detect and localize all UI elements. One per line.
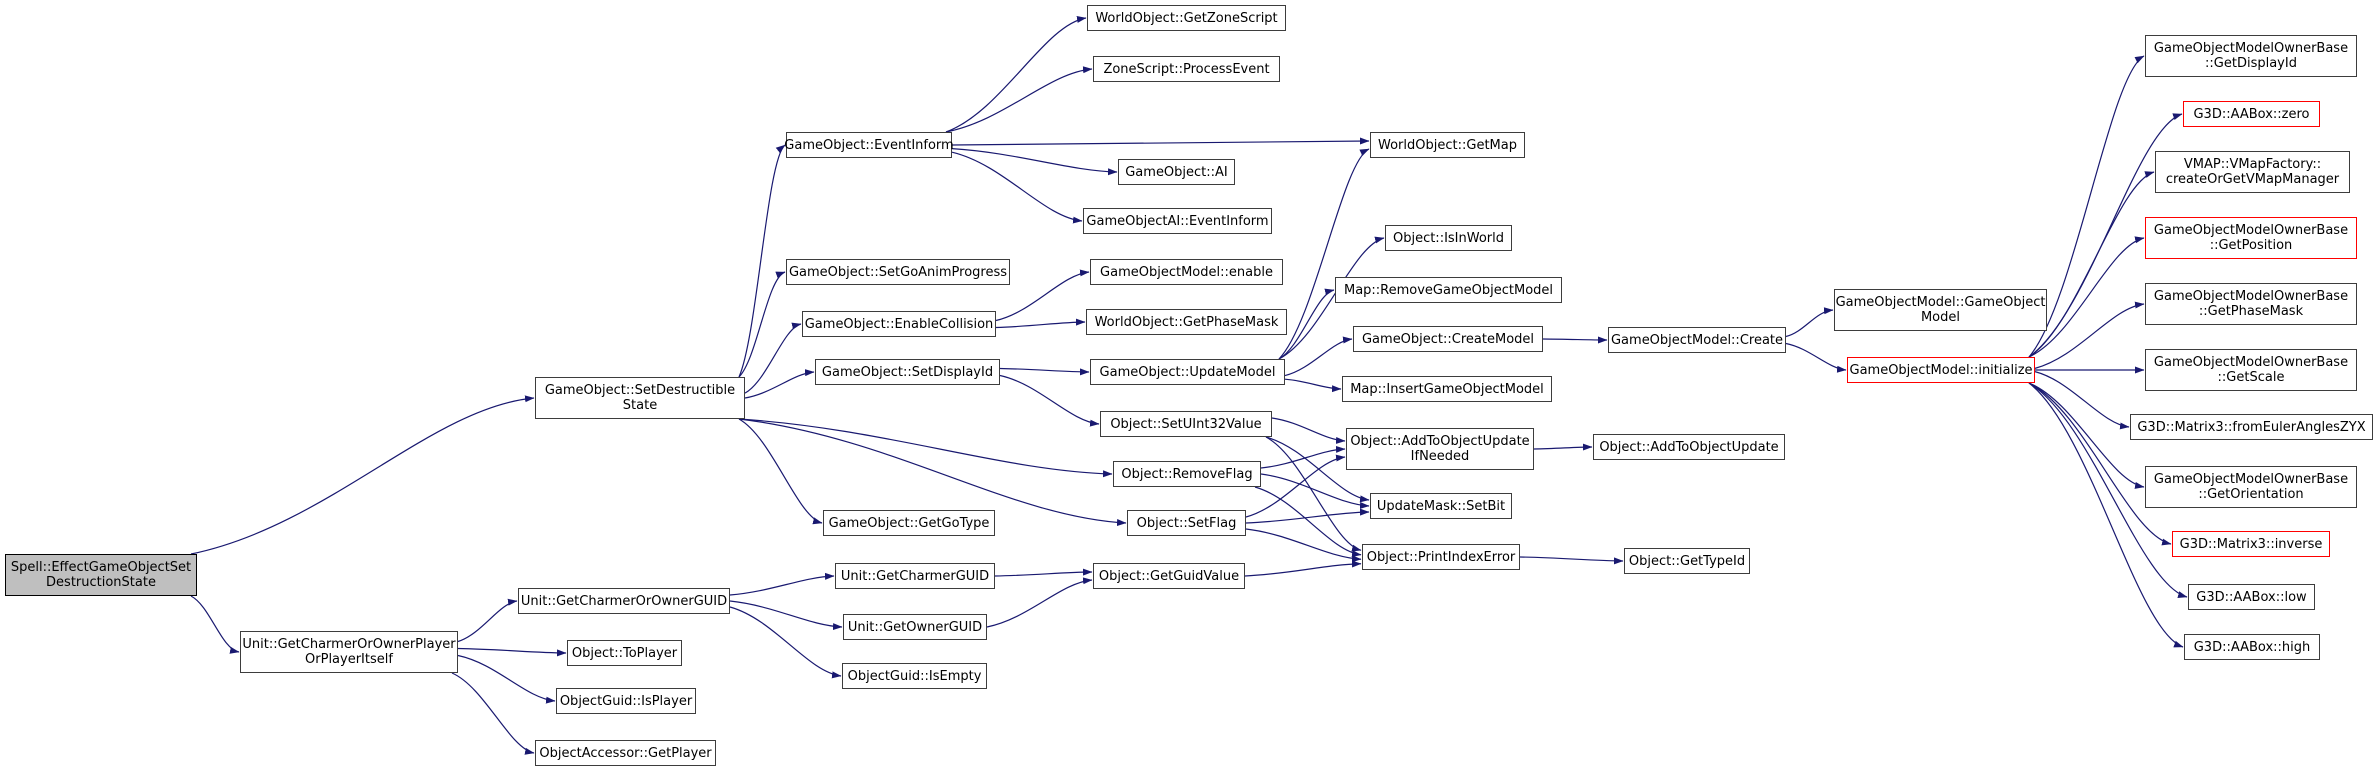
graph-node-get_owner_guid[interactable] <box>843 614 987 640</box>
graph-node-remove_flag[interactable] <box>1113 461 1261 487</box>
graph-node-label: Unit::GetOwnerGUID <box>847 619 983 635</box>
graph-node-label: UpdateMask::SetBit <box>1376 498 1506 514</box>
edge-charmer_player-to-guid_is_player <box>458 656 555 702</box>
graph-node-label: Map::RemoveGameObjectModel <box>1343 282 1554 298</box>
graph-node-get_charmer_guid[interactable] <box>835 563 995 589</box>
graph-node-label: IfNeeded <box>1410 449 1470 464</box>
graph-node-label: Object::SetUInt32Value <box>1110 416 1262 432</box>
graph-node-label: Object::GetGuidValue <box>1098 568 1240 584</box>
graph-node-model_ctor[interactable] <box>1834 289 2047 331</box>
edge-get_guid_value-to-print_index_error <box>1245 564 1361 576</box>
graph-node-get_phase_mask[interactable] <box>1086 309 1287 335</box>
edge-add_to_update_if_needed-to-add_to_object_update <box>1534 447 1592 449</box>
graph-node-label: GameObject::CreateModel <box>1361 331 1535 347</box>
graph-node-add_to_update_if_needed[interactable] <box>1346 428 1534 470</box>
graph-node-label: State <box>622 398 658 413</box>
graph-node-owner_get_orientation[interactable] <box>2145 466 2357 508</box>
graph-node-map_remove_model[interactable] <box>1335 277 1562 303</box>
graph-node-label: Model <box>1920 310 1961 325</box>
edge-event_inform-to-goai_event_inform <box>952 152 1082 221</box>
edge-event_inform-to-gameobject_ai <box>952 149 1117 172</box>
graph-node-label: G3D::AABox::low <box>2196 589 2307 605</box>
graph-node-label: GameObject::SetDestructible <box>544 383 736 398</box>
graph-node-get_zone_script[interactable] <box>1087 5 1286 31</box>
graph-node-label: GameObjectModelOwnerBase <box>2153 289 2349 304</box>
graph-node-label: GameObject::EventInform <box>784 137 954 153</box>
graph-node-enable_collision[interactable] <box>802 311 996 337</box>
graph-node-model_create[interactable] <box>1608 327 1786 353</box>
graph-node-label: Object::ToPlayer <box>571 645 678 661</box>
edge-get_owner_guid-to-get_guid_value <box>987 580 1092 627</box>
graph-node-label: Object::IsInWorld <box>1392 230 1505 246</box>
graph-node-label: GameObjectModel::initialize <box>1849 362 2033 378</box>
edge-charmer_or_owner_guid-to-guid_is_empty <box>730 607 841 676</box>
graph-node-set_destructible[interactable] <box>535 377 745 419</box>
edge-set_destructible-to-set_go_anim <box>739 272 785 377</box>
edge-set_destructible-to-get_go_type <box>739 419 822 523</box>
edge-set_destructible-to-event_inform <box>739 145 785 377</box>
edge-set_destructible-to-remove_flag <box>739 419 1112 474</box>
graph-node-label: Object::GetTypeId <box>1628 553 1746 569</box>
graph-node-label: G3D::AABox::high <box>2193 639 2311 655</box>
graph-node-label: ::GetPhaseMask <box>2198 304 2304 319</box>
graph-node-label: ::GetScale <box>2217 370 2285 385</box>
graph-node-add_to_object_update[interactable] <box>1593 434 1785 460</box>
graph-node-model_initialize[interactable] <box>1847 357 2035 383</box>
graph-node-charmer_player[interactable] <box>240 631 458 673</box>
edge-event_inform-to-get_map <box>952 141 1369 145</box>
graph-node-label: WorldObject::GetZoneScript <box>1095 10 1278 26</box>
edge-spell_effect-to-charmer_player <box>191 596 239 652</box>
graph-node-label: GameObject::EnableCollision <box>804 316 994 332</box>
graph-node-label: GameObjectModelOwnerBase <box>2153 472 2349 487</box>
graph-node-label: G3D::Matrix3::fromEulerAnglesZYX <box>2137 419 2366 435</box>
graph-node-guid_is_empty[interactable] <box>842 663 987 689</box>
graph-node-label: OrPlayerItself <box>305 652 393 667</box>
graph-node-aabox_high[interactable] <box>2184 634 2320 660</box>
graph-node-matrix3_from_euler[interactable] <box>2130 414 2373 440</box>
graph-node-label: Object::AddToObjectUpdate <box>1599 439 1779 455</box>
edge-event_inform-to-get_zone_script <box>946 18 1086 132</box>
graph-node-map_insert_model[interactable] <box>1342 376 1552 402</box>
graph-node-label: Map::InsertGameObjectModel <box>1350 381 1544 397</box>
graph-node-label: GameObjectModel::Create <box>1610 332 1784 348</box>
graph-node-label: ObjectAccessor::GetPlayer <box>539 745 712 761</box>
graph-node-label: Object::SetFlag <box>1136 515 1237 531</box>
graph-node-set_go_anim[interactable] <box>786 259 1010 285</box>
graph-node-label: DestructionState <box>46 575 156 590</box>
graph-node-label: Unit::GetCharmerOrOwnerPlayer <box>242 637 456 652</box>
graph-node-print_index_error[interactable] <box>1362 544 1520 570</box>
graph-node-event_inform[interactable] <box>786 132 952 158</box>
graph-node-goai_event_inform[interactable] <box>1083 208 1272 234</box>
graph-node-label: ::GetPosition <box>2209 238 2293 253</box>
edge-enable_collision-to-get_phase_mask <box>996 322 1085 328</box>
graph-node-label: Spell::EffectGameObjectSet <box>10 560 192 575</box>
graph-node-accessor_get_player[interactable] <box>535 740 716 766</box>
edge-charmer_player-to-to_player <box>458 649 566 654</box>
graph-node-label: GameObject::SetDisplayId <box>821 364 994 380</box>
graph-node-to_player[interactable] <box>567 640 682 666</box>
graph-node-set_uint32[interactable] <box>1100 411 1272 437</box>
edge-set_destructible-to-enable_collision <box>745 324 801 393</box>
graph-node-aabox_low[interactable] <box>2188 584 2315 610</box>
graph-node-label: GameObject::UpdateModel <box>1099 364 1276 380</box>
graph-node-gameobject_ai[interactable] <box>1118 159 1235 185</box>
graph-node-aabox_zero[interactable] <box>2183 101 2320 127</box>
graph-node-spell_effect <box>5 554 197 596</box>
graph-node-label: ObjectGuid::IsEmpty <box>847 668 982 684</box>
graph-node-label: Unit::GetCharmerOrOwnerGUID <box>520 593 728 609</box>
graph-node-label: Object::PrintIndexError <box>1366 549 1516 565</box>
graph-node-label: Object::RemoveFlag <box>1121 466 1253 482</box>
graph-node-label: Unit::GetCharmerGUID <box>840 568 990 584</box>
edge-set_display_id-to-set_uint32 <box>1000 376 1099 425</box>
edge-charmer_player-to-charmer_or_owner_guid <box>458 601 517 642</box>
graph-node-label: ZoneScript::ProcessEvent <box>1103 61 1270 77</box>
edge-get_charmer_guid-to-get_guid_value <box>995 572 1092 576</box>
graph-node-label: GameObject::GetGoType <box>828 515 990 531</box>
graph-node-update_model[interactable] <box>1090 359 1285 385</box>
graph-node-label: G3D::Matrix3::inverse <box>2179 536 2323 552</box>
graph-node-update_mask_set_bit[interactable] <box>1370 493 1512 519</box>
edge-set_display_id-to-update_model <box>1000 369 1089 373</box>
edge-remove_flag-to-add_to_update_if_needed <box>1261 449 1345 468</box>
graph-node-label: ObjectGuid::IsPlayer <box>559 693 693 709</box>
graph-node-label: GameObjectAI::EventInform <box>1086 213 1269 229</box>
graph-node-label: WorldObject::GetPhaseMask <box>1094 314 1279 330</box>
edge-update_model-to-map_insert_model <box>1285 379 1341 389</box>
graph-node-set_display_id[interactable] <box>815 359 1000 385</box>
edge-model_initialize-to-vmap_factory <box>2029 172 2154 357</box>
graph-node-get_type_id[interactable] <box>1624 548 1750 574</box>
edge-spell_effect-to-set_destructible <box>191 398 534 554</box>
edge-create_model-to-model_create <box>1543 339 1607 340</box>
graph-node-label: ::GetDisplayId <box>2205 56 2297 71</box>
graph-node-get_go_type[interactable] <box>823 510 995 536</box>
graph-node-process_event[interactable] <box>1093 56 1280 82</box>
graph-node-owner_get_scale[interactable] <box>2145 349 2357 391</box>
graph-node-is_in_world[interactable] <box>1385 225 1512 251</box>
edge-set_flag-to-print_index_error <box>1246 529 1361 559</box>
graph-node-set_flag[interactable] <box>1127 510 1246 536</box>
graph-node-label: GameObjectModelOwnerBase <box>2153 355 2349 370</box>
graph-node-label: GameObject::AI <box>1125 164 1228 180</box>
graph-node-owner_get_position[interactable] <box>2145 217 2357 259</box>
graph-node-label: GameObjectModel::GameObject <box>1835 295 2046 310</box>
graph-node-get_guid_value[interactable] <box>1093 563 1245 589</box>
graph-node-label: VMAP::VMapFactory:: <box>2183 157 2322 172</box>
graph-node-vmap_factory[interactable] <box>2155 151 2350 193</box>
graph-node-label: GameObjectModelOwnerBase <box>2153 41 2349 56</box>
edge-model_initialize-to-owner_get_phase_mask <box>2035 304 2144 368</box>
graph-node-label: createOrGetVMapManager <box>2165 172 2340 187</box>
graph-node-label: GameObject::SetGoAnimProgress <box>788 264 1008 280</box>
edge-print_index_error-to-get_type_id <box>1520 557 1623 561</box>
graph-node-owner_get_display_id[interactable] <box>2145 35 2357 77</box>
edge-model_create-to-model_initialize <box>1786 344 1846 371</box>
graph-node-label: GameObjectModel::enable <box>1100 264 1273 280</box>
graph-node-label: Object::AddToObjectUpdate <box>1350 434 1530 449</box>
graph-node-charmer_or_owner_guid[interactable] <box>518 588 730 614</box>
graph-node-create_model[interactable] <box>1353 326 1543 352</box>
edge-charmer_player-to-accessor_get_player <box>452 673 534 753</box>
edge-set_uint32-to-add_to_update_if_needed <box>1272 418 1345 441</box>
edge-update_model-to-create_model <box>1285 339 1352 376</box>
edge-model_create-to-model_ctor <box>1786 310 1833 337</box>
edge-set_flag-to-update_mask_set_bit <box>1246 512 1369 523</box>
graph-node-label: WorldObject::GetMap <box>1378 137 1517 153</box>
edge-charmer_or_owner_guid-to-get_charmer_guid <box>730 576 834 595</box>
graph-node-label: ::GetOrientation <box>2198 487 2304 502</box>
edge-model_initialize-to-matrix3_inverse <box>2029 383 2171 544</box>
graph-node-label: GameObjectModelOwnerBase <box>2153 223 2349 238</box>
graph-node-owner_get_phase_mask[interactable] <box>2145 283 2357 325</box>
graph-node-get_map[interactable] <box>1370 132 1525 158</box>
graph-node-model_enable[interactable] <box>1090 259 1283 285</box>
graph-node-label: G3D::AABox::zero <box>2193 106 2310 122</box>
edge-event_inform-to-process_event <box>946 69 1092 132</box>
graph-node-matrix3_inverse[interactable] <box>2172 531 2330 557</box>
graph-node-guid_is_player[interactable] <box>556 688 696 714</box>
